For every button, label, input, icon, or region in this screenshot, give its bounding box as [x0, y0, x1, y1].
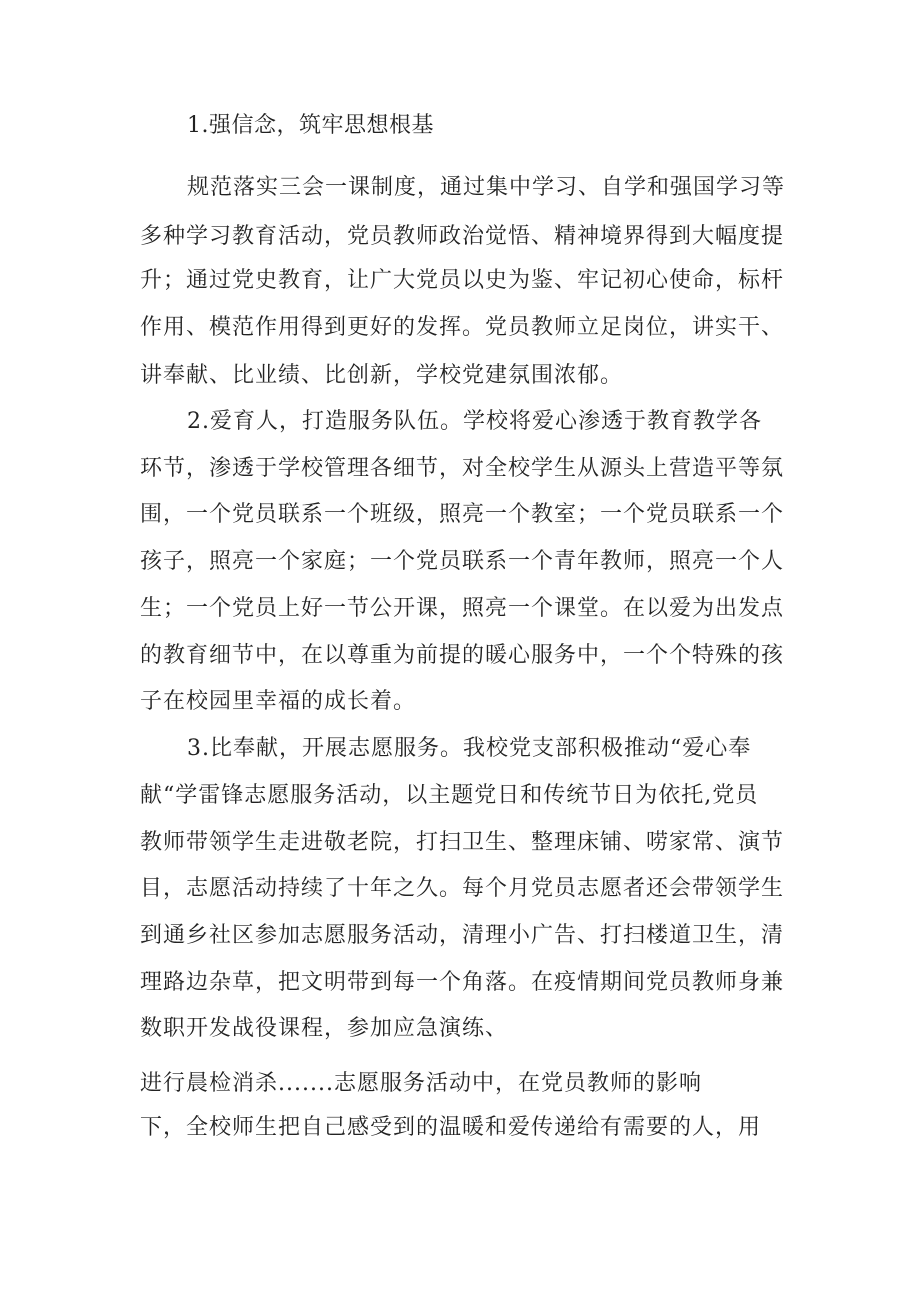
paragraph-4-line: 进行晨检消杀.......志愿服务活动中，在党员教师的影响: [140, 1071, 702, 1096]
paragraph-3-line: 教师带领学生走进敬老院，打扫卫生、整理床铺、唠家常、演节: [140, 830, 785, 855]
paragraph-3-line: 目，志愿活动持续了十年之久。每个月党员志愿者还会带领学生: [140, 876, 785, 901]
paragraph-2-line: 孩子，照亮一个家庭；一个党员联系一个青年教师，照亮一个人: [140, 549, 785, 574]
paragraph-3-line: 数职开发战役课程，参加应急演练、: [140, 1016, 509, 1041]
section-heading: 1.强信念，筑牢思想根基: [187, 113, 434, 138]
paragraph-2-line: 环节，渗透于学校管理各细节，对全校学生从源头上营造平等氛: [140, 456, 785, 481]
paragraph-1-line: 规范落实三会一课制度，通过集中学习、自学和强国学习等: [187, 175, 786, 200]
paragraph-3-line: 3.比奉献，开展志愿服务。我校党支部积极推动“爱心奉: [187, 736, 752, 761]
paragraph-3-line: 到通乡社区参加志愿服务活动，清理小广告、打扫楼道卫生，清: [140, 923, 785, 948]
paragraph-3-line: 理路边杂草，把文明带到每一个角落。在疫情期间党员教师身兼: [140, 970, 785, 995]
paragraph-1-line: 升；通过党史教育，让广大党员以史为鉴、牢记初心使命，标杆: [140, 268, 785, 293]
paragraph-3-line: 献“学雷锋志愿服务活动，以主题党日和传统节日为依托,党员: [140, 783, 759, 808]
paragraph-4-line: 下，全校师生把自己感受到的温暖和爱传递给有需要的人，用: [140, 1115, 762, 1140]
paragraph-1-line: 作用、模范作用得到更好的发挥。党员教师立足岗位，讲实干、: [140, 315, 785, 340]
paragraph-2-line: 子在校园里幸福的成长着。: [140, 689, 417, 714]
paragraph-1-line: 多种学习教育活动，党员教师政治觉悟、精神境界得到大幅度提: [140, 224, 785, 249]
paragraph-2-line: 围，一个党员联系一个班级，照亮一个教室；一个党员联系一个: [140, 502, 785, 527]
paragraph-1-line: 讲奉献、比业绩、比创新，学校党建氛围浓郁。: [140, 363, 624, 388]
paragraph-2-line: 生；一个党员上好一节公开课，照亮一个课堂。在以爱为出发点: [140, 596, 785, 621]
paragraph-2-line: 2.爱育人，打造服务队伍。学校将爱心渗透于教育教学各: [187, 409, 762, 434]
paragraph-2-line: 的教育细节中，在以尊重为前提的暖心服务中，一个个特殊的孩: [140, 643, 785, 668]
